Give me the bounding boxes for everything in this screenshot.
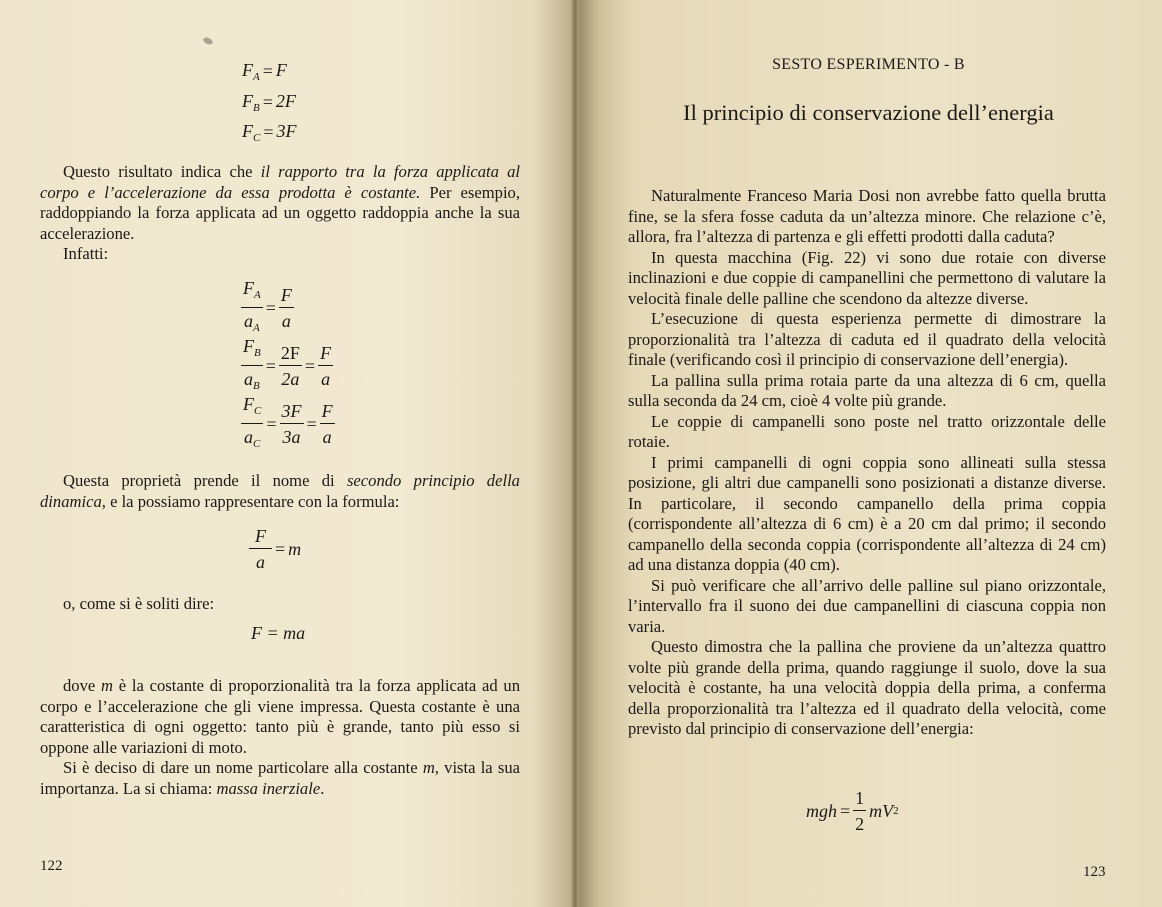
chapter-title: Il principio di conservazione dell’energia [683, 100, 1054, 125]
infatti-label: Infatti: [63, 244, 109, 263]
equation-fb: $F_B = 2F$ [242, 91, 296, 114]
ratio-row-a: $\frac{F_A}{a_A}$ = $\frac{F}{a}$ [243, 278, 292, 334]
formula-f-ma: F = ma [251, 623, 306, 643]
formula-energy: mgh = $\frac{1}{2}$ mV 2 [806, 788, 899, 834]
paragraph-secondo-principio: Questa proprietà prende il nome di secondo principio della dinamica, e la possiamo rappresentare con la formula: [40, 471, 520, 511]
right-page-body [628, 186, 1106, 740]
paragraph: L’esecuzione di questa esperienza permette di dimostrare la proporzionalità tra l’altezza di caduta ed il quadrato della velocità finale (verificando così il principio di conservazione dell’energia). [628, 309, 1106, 369]
ratio-row-c: $\frac{F_C}{a_C}$ = $\frac{3F}{3a}$ = $\frac{F}{a}$ [243, 394, 333, 450]
paragraph: In questa macchina (Fig. 22) vi sono due rotaie con diverse inclinazioni e due coppie di campanellini che permettono di valutare la velocità finale delle palline che scendono da altezze diverse. [628, 247, 1106, 308]
page-number-left: 122 [40, 858, 63, 874]
paragraph-rapporto: Questo risultato indica che il rapporto tra la forza applicata al corpo e l’accelerazione da essa prodotta è costante. Per esempio, raddoppiando la forza applicata ad un oggetto raddoppia anche la sua accelerazione. Infatti: [40, 162, 520, 263]
ratio-row-b: $\frac{F_B}{a_B}$ = $\frac{2F}{2a}$ = $\frac{F}{a}$ [243, 336, 332, 392]
paragraph: I primi campanelli di ogni coppia sono allineati sulla stessa posizione, gli altri due campanelli sono posizionati a distanze diverse. In particolare, il secondo campanello della prima coppia (corrispondente all’altezza di 6 cm) è a 20 cm dal primo; il secondo campanello della seconda coppia (corrispondente all’altezza di 24 cm) ad una distanza doppia (40 cm). [628, 452, 1106, 574]
left-page [0, 0, 575, 907]
running-head: SESTO ESPERIMENTO - B [772, 56, 965, 73]
equation-fc: $F_C = 3F$ [242, 121, 297, 144]
book-gutter [571, 0, 579, 907]
paragraph: La pallina sulla prima rotaia parte da una altezza di 6 cm, quella sulla seconda da 24 cm, cioè 4 volte più grande. [628, 370, 1106, 410]
paragraph: Si può verificare che all’arrivo delle palline sul piano orizzontale, l’intervallo fra il suono dei due campanellini di ciascuna coppia non varia. [628, 575, 1106, 636]
paragraph: Naturalmente Franceso Maria Dosi non avrebbe fatto quella brutta fine, se la sfera fosse caduta da un’altezza minore. Che relazione c’è, allora, fra l’altezza di partenza e gli effetti prodotti dalla caduta? [628, 186, 1106, 246]
paragraph: Questo dimostra che la pallina che proviene da un’altezza quattro volte più grande della prima, quando raggiunge il suolo, dove la sua velocità è costante, ha una velocità doppia della prima, a conferma della proporzionalità tra l’altezza ed il quadrato della velocità, come previsto dal principio di conservazione dell’energia: [628, 637, 1106, 738]
equation-fa: $F_A = F$ [242, 60, 287, 83]
paragraph-massa-inerziale: Si è deciso di dare un nome particolare alla costante m, vista la sua importanza. La si chiama: massa inerziale. [40, 758, 520, 798]
paragraph-costante: dove m è la costante di proporzionalità tra la forza applicata ad un corpo e l’accelerazione che gli viene impressa. Questa costante è una caratteristica di ogni oggetto: tanto più è grande, tanto più esso si oppone alle variazioni di moto. Si è deciso di dare un nome particolare alla costante m, vista la sua importanza. La si chiama: massa inerziale. [40, 676, 520, 798]
formula-f-over-a: $\frac{F}{a}$ = m [249, 526, 301, 572]
ink-smudge [202, 36, 214, 46]
paragraph-soliti: o, come si è soliti dire: [63, 594, 215, 613]
paragraph: Le coppie di campanelli sono poste nel tratto orizzontale delle rotaie. [628, 411, 1106, 451]
page-number-right: 123 [1083, 864, 1106, 880]
